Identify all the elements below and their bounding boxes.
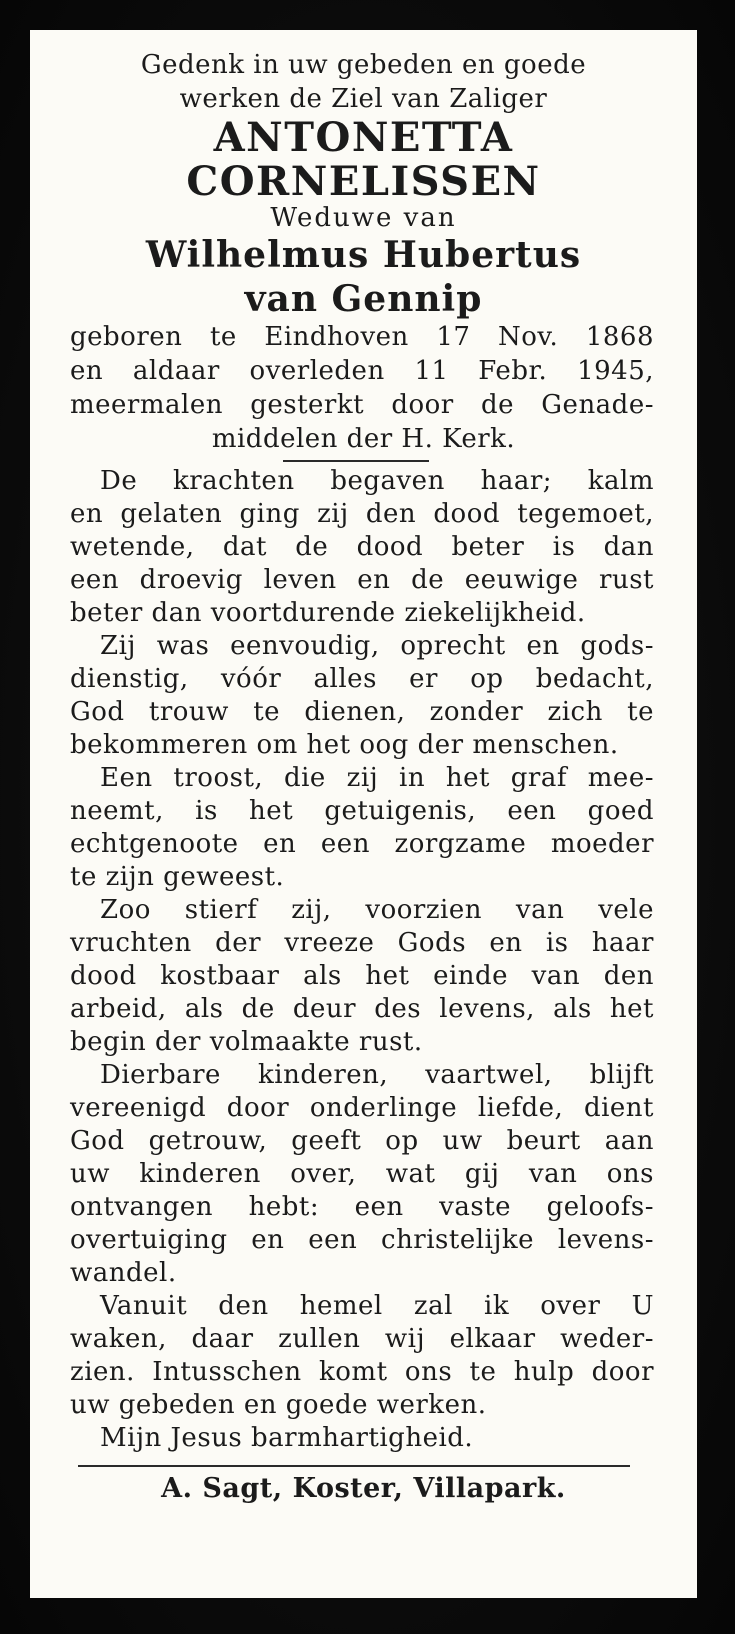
body-line: God getrouw, geeft op uw beurt aan [70, 1126, 654, 1156]
body-line: bekommeren om het oog der menschen. [70, 730, 619, 760]
widow-of-label: Weduwe van [270, 203, 457, 233]
body-line: wandel. [70, 1258, 177, 1288]
body-line: Een troost, die zij in het graf mee- [100, 763, 654, 793]
body-line: beter dan voortdurende ziekelijkheid. [70, 598, 586, 628]
body-line: God trouw te dienen, zonder zich te [70, 697, 654, 727]
body-line: De krachten begaven haar; kalm [100, 466, 654, 496]
divider-short [283, 460, 429, 462]
body-line: Vanuit den hemel zal ik over U [100, 1291, 654, 1321]
body-line: dood kostbaar als het einde van den [70, 961, 654, 991]
body-line: Zij was eenvoudig, oprecht en gods- [100, 631, 654, 661]
body-line: te zijn geweest. [70, 862, 285, 892]
body-line: Dierbare kinderen, vaartwel, blijft [100, 1060, 654, 1090]
printer-credit: A. Sagt, Koster, Villapark. [161, 1473, 566, 1504]
body-line: uw gebeden en goede werken. [70, 1390, 487, 1420]
body-line: vereenigd door onderlinge liefde, dient [70, 1093, 654, 1123]
body-line: neemt, is het getuigenis, een goed [70, 796, 654, 826]
body-line: dienstig, vóór alles er op bedacht, [70, 664, 654, 694]
intro-line-2: werken de Ziel van Zaliger [179, 84, 548, 114]
sacraments-line-2: middelen der H. Kerk. [211, 424, 516, 454]
body-line: ontvangen hebt: een vaste geloofs- [70, 1192, 654, 1222]
husband-name-line-1: Wilhelmus Hubertus [145, 234, 582, 276]
closing-prayer: Mijn Jesus barmhartigheid. [100, 1423, 474, 1453]
deceased-last-name: CORNELISSEN [186, 158, 541, 205]
body-line: arbeid, als de deur des levens, als het [70, 994, 654, 1024]
body-line: vruchten der vreeze Gods en is haar [70, 928, 654, 958]
body-line: uw kinderen over, wat gij van ons [70, 1159, 654, 1189]
body-line: waken, daar zullen wij elkaar weder- [70, 1324, 654, 1354]
deceased-first-name: ANTONETTA [213, 114, 514, 161]
birth-line: geboren te Eindhoven 17 Nov. 1868 [70, 322, 654, 352]
sacraments-line-1: meermalen gesterkt door de Genade- [70, 390, 654, 420]
body-line: een droevig leven en de eeuwige rust [70, 565, 654, 595]
body-line: zien. Intusschen komt ons te hulp door [70, 1357, 654, 1387]
husband-name-line-2: van Gennip [244, 278, 483, 320]
body-line: begin der volmaakte rust. [70, 1027, 423, 1057]
body-line: en gelaten ging zij den dood tegemoet, [70, 499, 654, 529]
intro-line-1: Gedenk in uw gebeden en goede [140, 50, 587, 80]
memorial-card [30, 30, 697, 1598]
body-line: wetende, dat de dood beter is dan [70, 532, 654, 562]
divider-footer [78, 1465, 630, 1467]
body-line: echtgenoote en een zorgzame moeder [70, 829, 654, 859]
body-line: Zoo stierf zij, voorzien van vele [100, 895, 654, 925]
death-line: en aldaar overleden 11 Febr. 1945, [70, 356, 654, 386]
body-line: overtuiging en een christelijke levens- [70, 1225, 654, 1255]
